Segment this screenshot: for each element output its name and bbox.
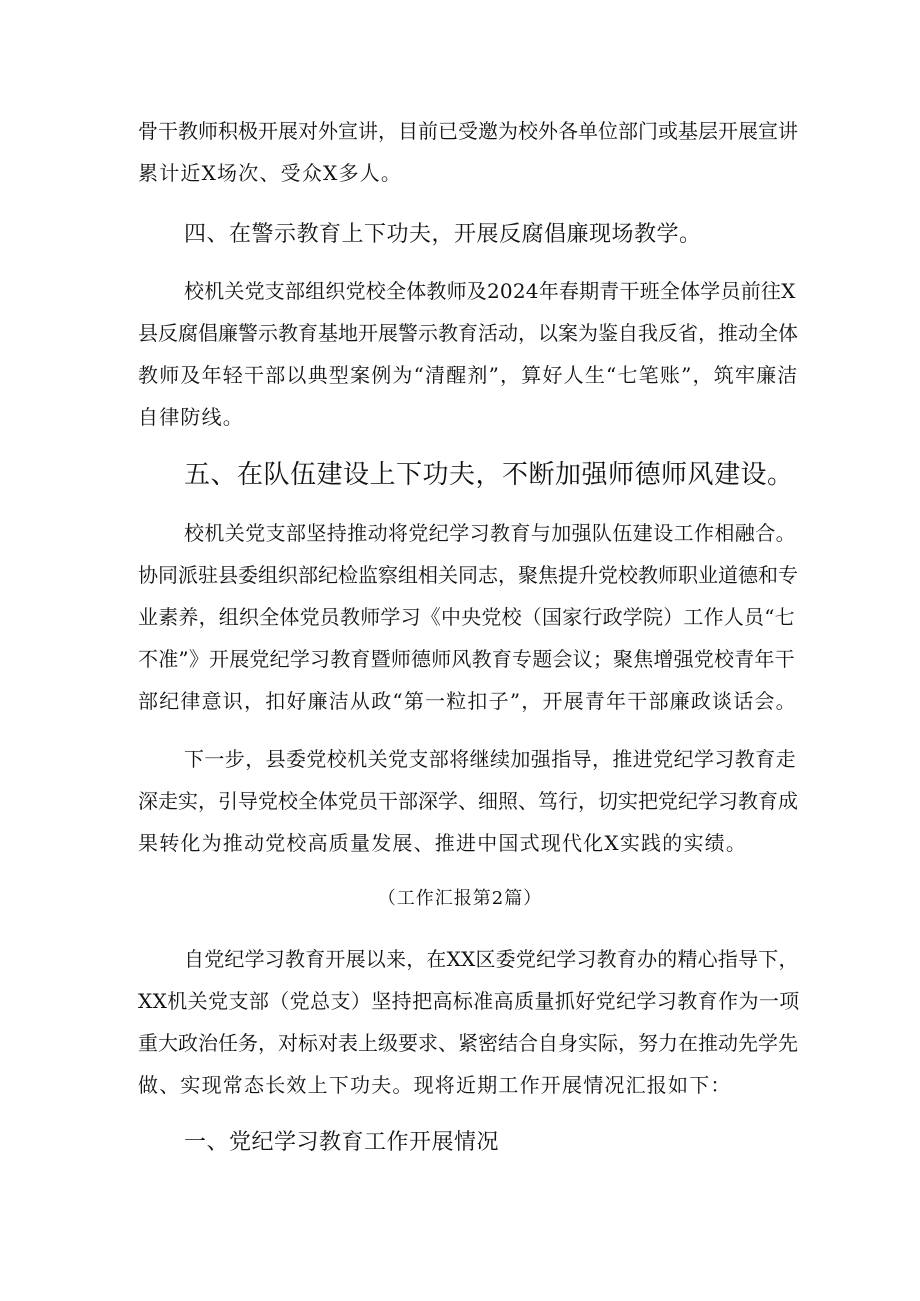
paragraph-line: 校机关党支部组织党校全体教师及2024年春期青干班全体学员前往X — [184, 279, 796, 303]
paragraph-line: 重大政治任务，对标对表上级要求、紧密结合自身实际，努力在推动先学先 — [138, 1031, 798, 1055]
paragraph-line: XX机关党支部（党总支）坚持把高标准高质量抓好党纪学习教育作为一项 — [138, 989, 800, 1013]
paragraph-line: 深走实，引导党校全体党员干部深学、细照、笃行，切实把党纪学习教育成 — [138, 789, 798, 813]
section-heading-5: 五、在队伍建设上下功夫，不断加强师德师风建设。 — [184, 460, 794, 490]
paragraph-line: 累计近X场次、受众X多人。 — [138, 161, 403, 185]
paragraph-line: 校机关党支部坚持推动将党纪学习教育与加强队伍建设工作相融合。 — [184, 521, 796, 545]
paragraph-line: 做、实现常态长效上下功夫。现将近期工作开展情况汇报如下： — [138, 1073, 732, 1097]
paragraph-line: 协同派驻县委组织部纪检监察组相关同志，聚焦提升党校教师职业道德和专 — [138, 563, 798, 587]
section-label: （工作汇报第2篇） — [377, 888, 543, 909]
paragraph-line: 果转化为推动党校高质量发展、推进中国式现代化X实践的实绩。 — [138, 831, 748, 855]
paragraph-line: 自党纪学习教育开展以来，在XX区委党纪学习教育办的精心指导下， — [184, 947, 799, 971]
paragraph-line: 教师及年轻干部以典型案例为“清醒剂”，算好人生“七笔账”，筑牢廉洁 — [138, 363, 799, 387]
paragraph-line: 自律防线。 — [138, 405, 244, 429]
paragraph-line: 业素养，组织全体党员教师学习《中央党校（国家行政学院）工作人员“七 — [138, 605, 795, 629]
section-heading-1: 一、党纪学习教育工作开展情况 — [184, 1130, 500, 1155]
section-heading-4: 四、在警示教育上下功夫，开展反腐倡廉现场教学。 — [184, 222, 702, 247]
paragraph-line: 不准”》开展党纪学习教育暨师德师风教育专题会议；聚焦增强党校青年干 — [138, 647, 795, 671]
paragraph-line: 县反腐倡廉警示教育基地开展警示教育活动，以案为鉴自我反省，推动全体 — [138, 321, 798, 345]
paragraph-line: 部纪律意识，扣好廉洁从政“第一粒扣子”，开展青年干部廉政谈话会。 — [138, 689, 797, 713]
paragraph-line: 骨干教师积极开展对外宣讲，目前已受邀为校外各单位部门或基层开展宣讲 — [138, 119, 798, 143]
paragraph-line: 下一步，县委党校机关党支部将继续加强指导，推进党纪学习教育走 — [184, 747, 796, 771]
